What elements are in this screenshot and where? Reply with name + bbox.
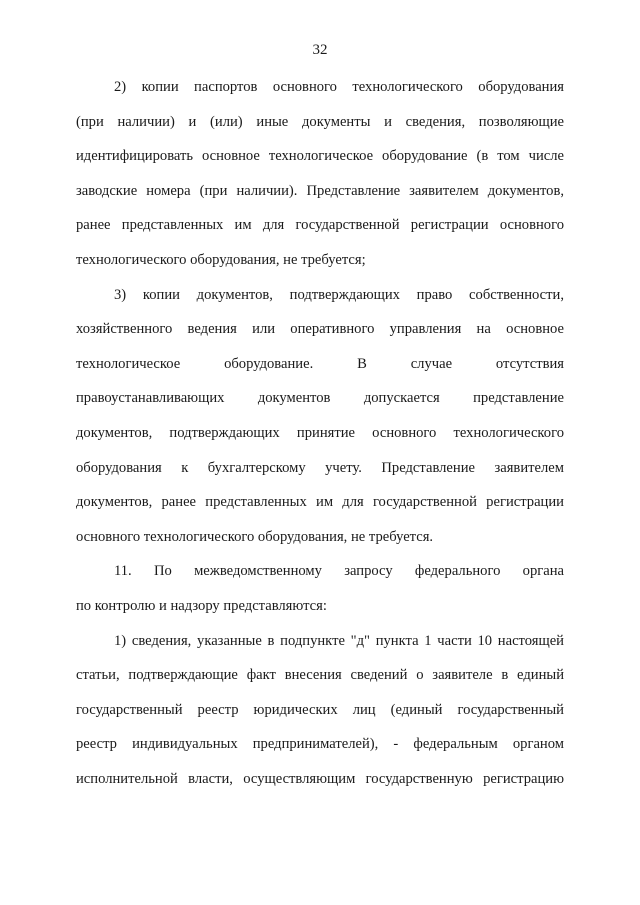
text-line: (при наличии) и (или) иные документы и сведения, позволяющие — [76, 113, 564, 130]
text-line: заводские номера (при наличии). Представление заявителем документов, — [76, 182, 564, 199]
text-line: технологическое оборудование. В случае отсутствия — [76, 355, 564, 372]
text-line: 1) сведения, указанные в подпункте "д" пункта 1 части 10 настоящей — [114, 632, 564, 649]
text-line: ранее представленных им для государственной регистрации основного — [76, 217, 564, 234]
text-line: статьи, подтверждающие факт внесения сведений о заявителе в единый — [76, 667, 564, 684]
paragraph-item-2-passports — [76, 70, 564, 278]
paragraph-item-1-registry — [76, 624, 564, 797]
text-line: правоустанавливающих документов допускается представление — [76, 390, 564, 407]
text-line: по контролю и надзору представляются: — [76, 597, 327, 614]
text-line: хозяйственного ведения или оперативного управления на основное — [76, 321, 564, 338]
paragraph-item-3-ownership — [76, 278, 564, 555]
text-line: 2) копии паспортов основного технологического оборудования — [114, 79, 564, 95]
text-line: государственный реестр юридических лиц (единый государственный — [76, 701, 564, 718]
text-line: документов, подтверждающих принятие основного технологического — [76, 424, 564, 441]
text-line: оборудования к бухгалтерскому учету. Представление заявителем — [76, 459, 564, 476]
text-line: технологического оборудования, не требуется; — [76, 251, 366, 268]
text-line: основного технологического оборудования, не требуется. — [76, 528, 434, 545]
text-line: исполнительной власти, осуществляющим государственную регистрацию — [76, 770, 564, 787]
text-line: реестр индивидуальных предпринимателей), - федеральным органом — [76, 736, 564, 753]
document-body — [76, 70, 564, 796]
text-line: 3) копии документов, подтверждающих право собственности, — [114, 286, 564, 303]
page-number: 32 — [312, 42, 328, 58]
text-line: 11. По межведомственному запросу федерального органа — [114, 563, 564, 580]
text-line: документов, ранее представленных им для государственной регистрации — [76, 494, 564, 511]
paragraph-section-11 — [76, 554, 564, 623]
text-line: идентифицировать основное технологическое оборудование (в том числе — [76, 148, 564, 165]
